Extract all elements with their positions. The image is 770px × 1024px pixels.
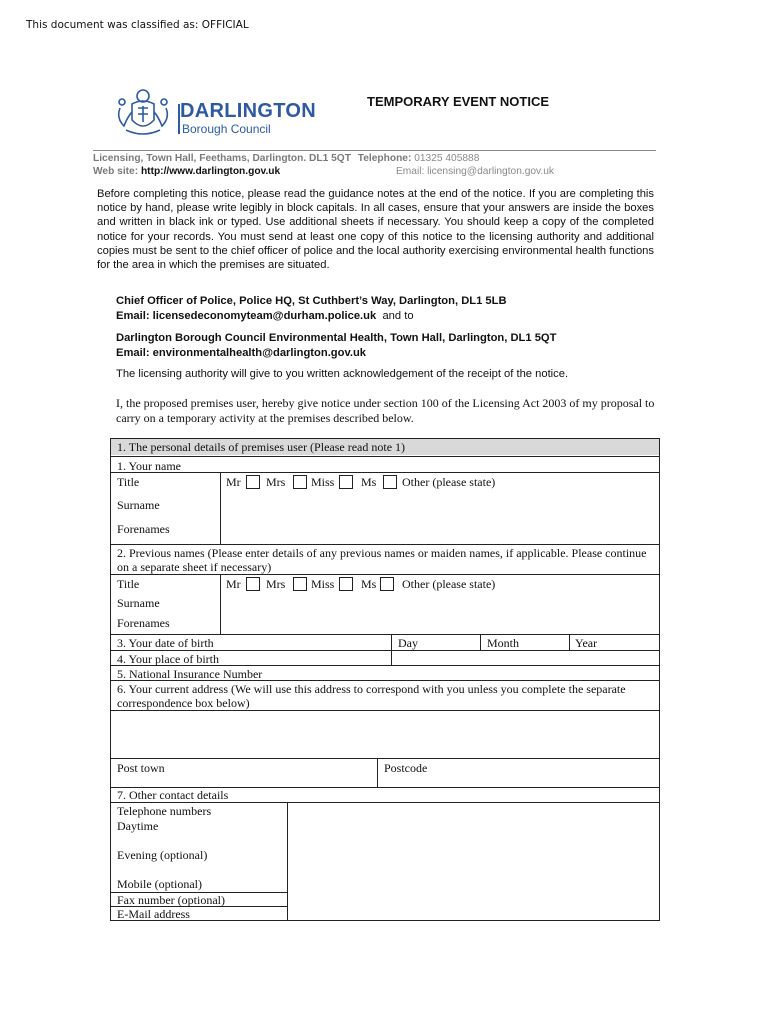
previous-names-label: 2. Previous names (Please enter details of any previous names or maiden names, if applicable. Please continue on a separate sheet if necessary) [117, 546, 647, 574]
env-health-address-line: Darlington Borough Council Environmental Health, Town Hall, Darlington, DL1 5QT [116, 332, 557, 344]
police-email[interactable]: Email: licensedeconomyteam@durham.police.uk [116, 310, 377, 322]
other-label: Other (please state) [402, 475, 496, 489]
prev-miss-label: Miss [311, 577, 335, 591]
intro-paragraph: Before completing this notice, please read the guidance notes at the end of the notice. If you are completing this notice by hand, please write legibly in block capitals. In all cases, ensure that your answers are inside the boxes and written in black ink or typed. Use additional sheets if necessary. You should keep a copy of the completed notice for your records. You must send at least one copy of this notice to the licensing authority and additional copies must be sent to the chief officer of police and the local authority exercising environmental health functions for the area in which the premises are situated. [97, 188, 654, 272]
logo-wordmark: DARLINGTON [180, 100, 316, 122]
police-address [116, 294, 507, 324]
header-divider [93, 150, 656, 151]
title-label: Title [117, 475, 140, 489]
rule [110, 438, 660, 439]
prev-ms-label: Ms [361, 577, 377, 591]
mr-checkbox[interactable] [246, 475, 260, 489]
rule [110, 472, 660, 473]
prev-title-label: Title [117, 577, 140, 591]
forenames-label: Forenames [117, 522, 170, 536]
police-address-line: Chief Officer of Police, Police HQ, St Cuthbert’s Way, Darlington, DL1 5LB [116, 295, 507, 307]
prev-ms-checkbox[interactable] [380, 577, 394, 591]
classification-marking: This document was classified as: OFFICIAL [26, 19, 249, 31]
miss-label: Miss [311, 475, 335, 489]
rule [110, 574, 660, 575]
logo-subtitle: Borough Council [182, 122, 271, 136]
prev-other-label: Other (please state) [402, 577, 496, 591]
licensing-email[interactable]: Email: licensing@darlington.gov.uk [396, 166, 554, 177]
dob-label: 3. Your date of birth [117, 636, 214, 650]
current-address-field[interactable] [111, 711, 659, 758]
ni-number-label: 5. National Insurance Number [117, 667, 263, 681]
rule [220, 472, 221, 544]
mrs-label: Mrs [266, 475, 286, 489]
prev-mrs-label: Mrs [266, 577, 286, 591]
fax-label: Fax number (optional) [117, 893, 225, 907]
env-health-address [116, 331, 556, 361]
contact-line-2 [93, 166, 280, 177]
prev-surname-label: Surname [117, 596, 160, 610]
acknowledgement-text: The licensing authority will give to you written acknowledgement of the receipt of the notice. [116, 368, 569, 380]
contact-details-field[interactable] [288, 803, 659, 920]
rule [110, 634, 660, 635]
miss-checkbox[interactable] [339, 475, 353, 489]
mr-label: Mr [226, 475, 241, 489]
post-town-label: Post town [117, 761, 165, 775]
crest-icon [112, 86, 174, 138]
licensing-address: Licensing, Town Hall, Feethams, Darlington. DL1 5QT [93, 153, 351, 164]
surname-label: Surname [117, 498, 160, 512]
contact-line-1 [93, 153, 479, 164]
dob-year-label: Year [575, 636, 598, 650]
rule [391, 634, 392, 665]
rule [110, 544, 660, 545]
rule [110, 758, 660, 759]
prev-mr-label: Mr [226, 577, 241, 591]
daytime-label: Daytime [117, 819, 159, 833]
rule [377, 758, 378, 787]
place-of-birth-label: 4. Your place of birth [117, 652, 219, 666]
section-header: 1. The personal details of premises user (Please read note 1) [117, 440, 406, 454]
telephone-label: Telephone: [357, 153, 412, 164]
and-to-text: and to [382, 310, 414, 322]
prev-mr-checkbox[interactable] [246, 577, 260, 591]
mrs-checkbox[interactable] [293, 475, 307, 489]
mobile-label: Mobile (optional) [117, 877, 202, 891]
postcode-label: Postcode [384, 761, 428, 775]
rule [220, 574, 221, 634]
email-label: E-Mail address [117, 907, 190, 921]
notice-statement: I, the proposed premises user, hereby give notice under section 100 of the Licensing Act 2003 of my proposal to carry on a temporary activity at the premises described below. [116, 396, 655, 425]
telephone-numbers-label: Telephone numbers [117, 804, 212, 818]
env-health-email[interactable]: Email: environmentalhealth@darlington.gov.uk [116, 347, 367, 359]
rule [480, 634, 481, 650]
dob-day-label: Day [398, 636, 418, 650]
page-title: TEMPORARY EVENT NOTICE [367, 94, 550, 109]
prev-forenames-label: Forenames [117, 616, 170, 630]
website-label: Web site: [93, 166, 139, 177]
other-contact-label: 7. Other contact details [117, 788, 229, 802]
telephone-value: 01325 405888 [414, 153, 480, 164]
prev-mrs-checkbox[interactable] [293, 577, 307, 591]
website-link[interactable]: http://www.darlington.gov.uk [140, 166, 281, 177]
rule [569, 634, 570, 650]
ms-label: Ms [361, 475, 377, 489]
prev-miss-checkbox[interactable] [339, 577, 353, 591]
your-name-label: 1. Your name [117, 459, 182, 473]
council-logo [112, 86, 342, 138]
rule [110, 456, 660, 457]
evening-label: Evening (optional) [117, 848, 208, 862]
dob-month-label: Month [487, 636, 520, 650]
rule [110, 920, 660, 921]
ms-checkbox[interactable] [383, 475, 397, 489]
current-address-label: 6. Your current address (We will use this address to correspond with you unless you complete the separate correspondence box below) [117, 682, 626, 710]
rule [110, 650, 660, 651]
